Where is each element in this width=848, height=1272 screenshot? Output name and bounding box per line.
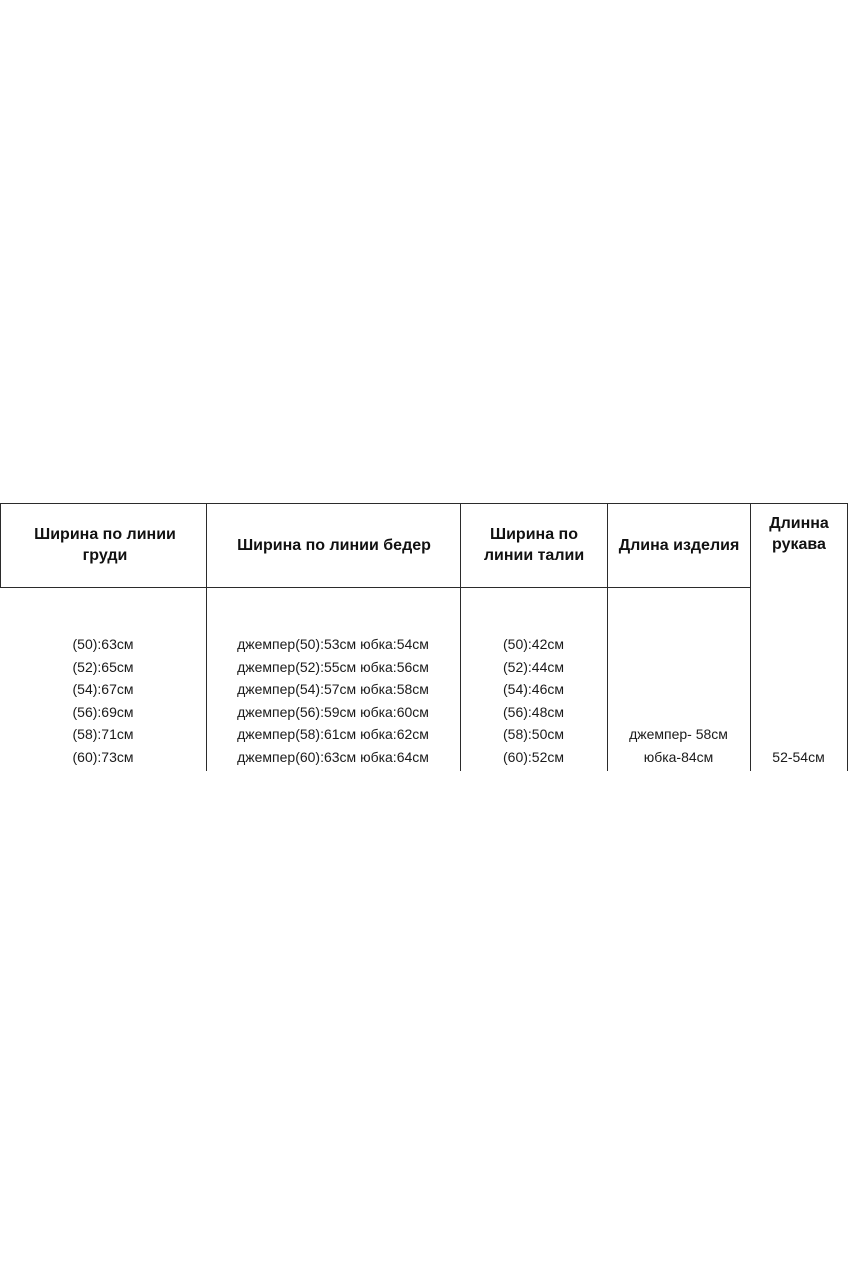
list-item: (60):52см xyxy=(503,748,564,765)
length-values xyxy=(607,723,750,768)
list-item: (54):67см xyxy=(72,681,134,698)
list-item: юбка-84см xyxy=(643,748,714,765)
list-item: (56):48см xyxy=(503,703,564,720)
chest-values xyxy=(0,633,206,769)
header-hip-width: Ширина по линии бедер xyxy=(237,536,431,554)
list-item: джемпер(52):55см юбка:56см xyxy=(237,658,429,675)
header-waist-width: Ширина по линии талии xyxy=(483,526,585,564)
size-table xyxy=(0,503,848,771)
list-item: джемпер(58):61см юбка:62см xyxy=(237,726,429,743)
list-item: (52):65см xyxy=(72,658,134,675)
table-left-border xyxy=(0,503,1,588)
header-product-length: Длина изделия xyxy=(618,536,740,554)
hip-values xyxy=(206,633,460,769)
list-item: джемпер(54):57см юбка:58см xyxy=(237,681,429,698)
waist-values xyxy=(460,633,607,769)
header-chest-width: Ширина по линии груди xyxy=(34,526,176,564)
list-item: (56):69см xyxy=(72,703,134,720)
list-item: 52-54см xyxy=(772,749,825,765)
header-bottom-border xyxy=(0,587,751,588)
header-sleeve-length: Длинна рукава xyxy=(769,515,829,553)
list-item: джемпер(60):63см юбка:64см xyxy=(237,748,429,765)
list-item: (60):73см xyxy=(72,748,134,765)
list-item: (58):71см xyxy=(72,726,134,743)
list-item: (50):42см xyxy=(503,636,564,652)
list-item: джемпер- 58см xyxy=(629,726,728,742)
list-item: джемпер(50):53см юбка:54см xyxy=(237,636,429,652)
list-item: джемпер(56):59см юбка:60см xyxy=(237,703,429,720)
list-item: (58):50см xyxy=(503,726,564,743)
sleeve-value xyxy=(750,746,847,769)
list-item: (54):46см xyxy=(503,681,564,698)
list-item: (50):63см xyxy=(72,636,134,652)
list-item: (52):44см xyxy=(503,658,564,675)
column-divider-4 xyxy=(750,503,751,771)
